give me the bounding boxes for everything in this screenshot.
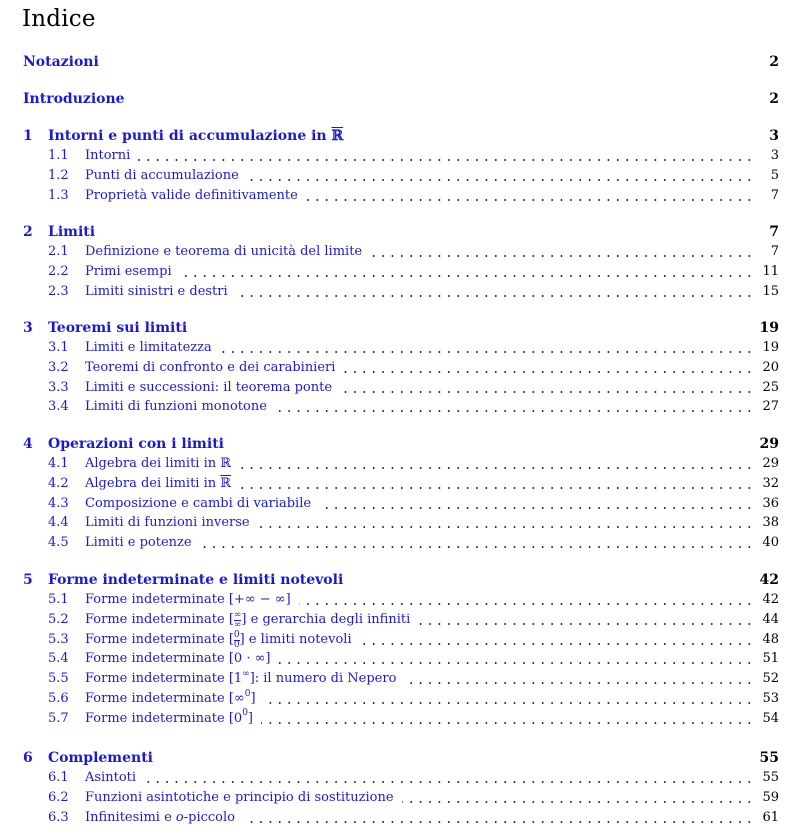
section-title-link[interactable]: Primi esempi <box>85 263 172 279</box>
toc-chapter-entry[interactable] <box>0 319 804 337</box>
toc-section-entry[interactable] <box>0 398 804 416</box>
section-number[interactable]: 1.3 <box>48 187 69 203</box>
dot-leader <box>275 410 754 412</box>
page-number: 7 <box>769 224 779 240</box>
section-number[interactable]: 5.5 <box>48 671 69 687</box>
section-number[interactable]: 6.3 <box>48 809 69 825</box>
page-number: 59 <box>762 789 779 805</box>
frontmatter-title-link[interactable]: Introduzione <box>23 91 125 107</box>
section-title-link[interactable]: Forme indeterminate [0 · ∞] <box>85 651 271 667</box>
section-number[interactable]: 5.4 <box>48 651 69 667</box>
page-number: 15 <box>762 283 779 299</box>
page-number: 40 <box>762 535 779 551</box>
section-title-link[interactable]: Limiti e potenze <box>85 535 192 551</box>
page-number: 27 <box>762 399 779 415</box>
page-number: 51 <box>762 651 779 667</box>
page-number: 2 <box>769 54 779 70</box>
toc-section-entry[interactable] <box>0 611 804 629</box>
page-number: 20 <box>762 359 779 375</box>
toc-section-entry[interactable] <box>0 789 804 807</box>
page-number: 48 <box>762 631 779 647</box>
dot-leader <box>418 623 754 625</box>
dot-leader <box>239 487 754 489</box>
section-title-link[interactable]: Limiti e successioni: il teorema ponte <box>85 379 333 395</box>
page-number: 7 <box>770 187 779 203</box>
section-title-link[interactable]: Limiti di funzioni monotone <box>85 399 267 415</box>
toc-chapter-entry[interactable] <box>0 127 804 145</box>
toc-section-entry[interactable] <box>0 710 804 728</box>
chapter-number[interactable]: 1 <box>23 128 33 144</box>
page-number: 52 <box>762 671 779 687</box>
dot-leader <box>180 275 754 277</box>
section-title-link[interactable]: Teoremi di confronto e dei carabinieri <box>85 359 336 375</box>
page-number: 42 <box>759 572 779 588</box>
section-title-link[interactable]: Punti di accumulazione <box>85 167 239 183</box>
dot-leader <box>278 662 754 664</box>
dot-leader <box>360 643 754 645</box>
dot-leader <box>220 351 754 353</box>
page-number: 19 <box>762 340 779 355</box>
section-number[interactable]: 2.1 <box>48 244 69 259</box>
chapter-number[interactable]: 5 <box>23 572 33 588</box>
section-number[interactable]: 6.1 <box>48 770 69 785</box>
page-number: 7 <box>770 244 779 259</box>
toc-chapter-entry[interactable] <box>0 223 804 241</box>
toc-section-entry[interactable] <box>0 534 804 552</box>
section-number[interactable]: 3.4 <box>48 399 69 415</box>
page-number: 2 <box>769 91 779 107</box>
dot-leader <box>258 526 754 528</box>
section-number[interactable]: 5.7 <box>48 710 69 726</box>
page-number: 5 <box>770 167 779 183</box>
toc-section-entry[interactable] <box>0 339 804 357</box>
dot-leader <box>264 702 754 704</box>
page-number: 25 <box>762 379 779 395</box>
dot-leader <box>319 507 754 509</box>
toc-section-entry[interactable] <box>0 147 804 165</box>
section-title-link[interactable]: Algebra dei limiti in ℝ <box>85 456 232 471</box>
section-title-link[interactable]: Composizione e cambi di variabile <box>85 495 312 511</box>
toc-chapter-entry[interactable] <box>0 571 804 589</box>
section-title-link[interactable]: Forme indeterminate [ $\frac{\infty}{\infty}$ ] e gerarchia degli infiniti <box>85 609 411 630</box>
section-number[interactable]: 1.1 <box>48 148 69 163</box>
dot-leader <box>261 722 754 724</box>
chapter-number[interactable]: 6 <box>23 750 33 766</box>
toc-section-entry[interactable] <box>0 187 804 205</box>
section-title-link[interactable]: Asintoti <box>85 770 137 785</box>
toc-section-entry[interactable] <box>0 283 804 301</box>
dot-leader <box>247 179 754 181</box>
page-title: Indice <box>22 6 96 32</box>
page-number: 54 <box>762 710 779 726</box>
chapter-number[interactable]: 4 <box>23 436 33 452</box>
section-title-link[interactable]: Limiti sinistri e destri <box>85 283 228 299</box>
section-number[interactable]: 2.3 <box>48 283 69 299</box>
dot-leader <box>236 295 754 297</box>
page-number: 61 <box>762 809 779 825</box>
section-number[interactable]: 5.1 <box>48 592 69 607</box>
page-number: 55 <box>759 750 779 766</box>
dot-leader <box>340 391 754 393</box>
page-number: 32 <box>762 475 779 491</box>
page-number: 53 <box>762 691 779 706</box>
section-number[interactable]: 5.3 <box>48 631 69 647</box>
toc-chapter-entry[interactable] <box>0 435 804 453</box>
section-title-link[interactable]: Definizione e teorema di unicità del limite <box>85 244 363 259</box>
toc-section-entry[interactable] <box>0 650 804 668</box>
toc-section-entry[interactable] <box>0 809 804 827</box>
dot-leader <box>404 682 754 684</box>
chapter-number[interactable]: 2 <box>23 224 33 240</box>
section-title-link[interactable]: Limiti e limitatezza <box>85 340 212 355</box>
section-number[interactable]: 1.2 <box>48 167 69 183</box>
page-number: 29 <box>759 436 779 452</box>
toc-section-entry[interactable] <box>0 263 804 281</box>
dot-leader <box>243 821 754 823</box>
section-title-link[interactable]: Intorni <box>85 148 131 163</box>
toc-section-entry[interactable] <box>0 495 804 513</box>
toc-frontmatter-entry[interactable] <box>0 90 804 108</box>
section-title-link[interactable]: Limiti di funzioni inverse <box>85 515 250 531</box>
section-title-link[interactable]: Infinitesimi e o-piccolo <box>85 809 235 825</box>
chapter-title-link[interactable]: Teoremi sui limiti <box>48 320 188 336</box>
section-title-link[interactable]: Forme indeterminate [∞$^0$] <box>85 688 256 706</box>
section-number[interactable]: 4.5 <box>48 535 69 551</box>
chapter-title-link[interactable]: Operazioni con i limiti <box>48 436 224 452</box>
toc-section-entry[interactable] <box>0 167 804 185</box>
chapter-title-link[interactable]: Complementi <box>48 750 153 766</box>
section-number[interactable]: 4.1 <box>48 456 69 471</box>
toc-section-entry[interactable] <box>0 690 804 708</box>
section-number[interactable]: 6.2 <box>48 789 69 805</box>
toc-section-entry[interactable] <box>0 455 804 473</box>
toc-section-entry[interactable] <box>0 670 804 688</box>
toc-section-entry[interactable] <box>0 475 804 493</box>
toc-frontmatter-entry[interactable] <box>0 53 804 71</box>
page-number: 19 <box>759 320 779 336</box>
section-title-link[interactable]: Forme indeterminate [1∞]: il numero di Nepero <box>85 668 397 687</box>
chapter-number[interactable]: 3 <box>23 320 33 336</box>
dot-leader <box>144 781 754 783</box>
section-title-link[interactable]: Proprietà valide definitivamente <box>85 187 298 203</box>
section-number[interactable]: 5.6 <box>48 691 69 706</box>
section-number[interactable]: 2.2 <box>48 263 69 279</box>
dot-leader <box>200 546 754 548</box>
toc-chapter-entry[interactable] <box>0 749 804 767</box>
section-title-link[interactable]: Funzioni asintotiche e principio di sostituzione <box>85 789 394 805</box>
dot-leader <box>402 801 754 803</box>
section-number[interactable]: 5.2 <box>48 611 69 627</box>
section-title-link[interactable]: Forme indeterminate [ $\frac{0}{0}$ ] e limiti notevoli <box>85 629 352 650</box>
chapter-title-link[interactable]: Forme indeterminate e limiti notevoli <box>48 572 344 588</box>
page-number: 42 <box>762 592 779 607</box>
toc-section-entry[interactable] <box>0 379 804 397</box>
page-number: 29 <box>762 456 779 471</box>
section-number[interactable]: 4.4 <box>48 515 69 531</box>
page-number: 36 <box>762 495 779 511</box>
toc-section-entry[interactable] <box>0 359 804 377</box>
page-number: 3 <box>770 148 779 163</box>
section-number[interactable]: 3.3 <box>48 379 69 395</box>
toc-section-entry[interactable] <box>0 591 804 609</box>
dot-leader <box>299 603 754 605</box>
dot-leader <box>239 467 754 469</box>
page-number: 44 <box>762 611 779 627</box>
section-number[interactable]: 4.2 <box>48 475 69 491</box>
toc-section-entry[interactable] <box>0 769 804 787</box>
page-number: 55 <box>762 770 779 785</box>
frontmatter-title-link[interactable]: Notazioni <box>23 54 99 70</box>
page-number: 3 <box>769 128 779 144</box>
dot-leader <box>306 199 754 201</box>
dot-leader <box>138 159 754 161</box>
chapter-title-link[interactable]: Limiti <box>48 224 96 240</box>
section-title-link[interactable]: Forme indeterminate [+∞ − ∞] <box>85 592 291 607</box>
dot-leader <box>343 371 754 373</box>
page-number: 11 <box>762 263 779 279</box>
chapter-title-link[interactable]: Intorni e punti di accumulazione in ℝ <box>48 128 344 144</box>
toc-section-entry[interactable] <box>0 631 804 649</box>
toc-section-entry[interactable] <box>0 243 804 261</box>
toc-section-entry[interactable] <box>0 514 804 532</box>
dot-leader <box>370 255 754 257</box>
section-title-link[interactable]: Algebra dei limiti in ℝ <box>85 475 232 491</box>
page-number: 38 <box>762 515 779 531</box>
section-title-link[interactable]: Forme indeterminate $[0^0]$ <box>85 708 253 726</box>
section-number[interactable]: 3.2 <box>48 359 69 375</box>
section-number[interactable]: 4.3 <box>48 495 69 511</box>
section-number[interactable]: 3.1 <box>48 340 69 355</box>
